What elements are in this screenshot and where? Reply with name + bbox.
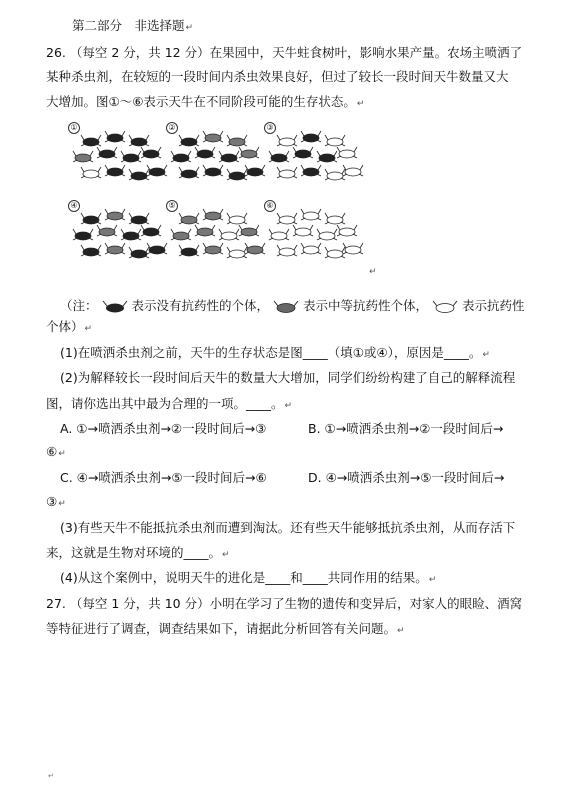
beetle-panel-5 bbox=[164, 202, 256, 268]
q26-line-1: 26. （每空 2 分，共 12 分）在果园中，天牛蛀食树叶，影响水果产量。农场主喷洒了 bbox=[46, 45, 523, 60]
option-b: B. ①→喷洒杀虫剂→②一段时间后→ bbox=[308, 421, 504, 436]
beetle-icon bbox=[202, 242, 224, 255]
footer-mark: ↵ bbox=[48, 772, 54, 780]
beetle-icon bbox=[316, 150, 338, 163]
beetle-icon bbox=[140, 146, 162, 159]
option-a: A. ①→喷洒杀虫剂→②一段时间后→③ bbox=[60, 421, 267, 436]
panel-label: ① bbox=[68, 122, 80, 134]
paragraph-mark: ↵ bbox=[284, 401, 293, 411]
beetle-icon bbox=[140, 224, 162, 237]
beetle-icon bbox=[300, 208, 322, 221]
beetle-panel-4 bbox=[66, 202, 158, 268]
beetle-icon bbox=[120, 228, 142, 241]
paragraph-mark: ↵ bbox=[58, 499, 66, 509]
q27-line-1: 27. （每空 1 分，共 10 分）小明在学习了生物的遗传和变异后，对家人的眼睑、酒窝 bbox=[46, 596, 523, 611]
beetle-panel-2 bbox=[164, 124, 256, 190]
q27-line-2: 等特征进行了调查，调查结果如下，请据此分析回答有关问题。↵ bbox=[46, 621, 405, 636]
q26-sub-2-line-2: 图，请你选出其中最为合理的一项。____。↵ bbox=[46, 396, 293, 411]
beetle-panels-figure bbox=[66, 124, 366, 274]
paragraph-mark: ↵ bbox=[482, 350, 490, 360]
beetle-icon bbox=[276, 166, 298, 179]
option-d-continued: ③↵ bbox=[46, 494, 66, 509]
panel-label: ② bbox=[166, 122, 178, 134]
beetle-no-resistance-icon bbox=[102, 300, 128, 314]
beetle-icon bbox=[170, 150, 192, 163]
paragraph-mark: ↵ bbox=[428, 575, 437, 585]
legend-high: 表示抗药性 bbox=[461, 298, 525, 313]
beetle-icon bbox=[96, 224, 118, 237]
beetle-panel-6 bbox=[262, 202, 354, 268]
panel-label: ⑤ bbox=[166, 200, 178, 212]
beetle-icon bbox=[268, 150, 290, 163]
legend-intro: （注： bbox=[60, 298, 98, 313]
beetle-icon bbox=[104, 242, 126, 255]
beetle-icon bbox=[178, 244, 200, 257]
section-title: 第二部分 非选择题↵ bbox=[72, 18, 194, 33]
q26-line-3: 大增加。图①～⑥表示天牛在不同阶段可能的生存状态。↵ bbox=[46, 94, 365, 109]
paragraph-mark: ↵ bbox=[84, 324, 93, 334]
beetle-mid-resistance-icon bbox=[273, 300, 299, 314]
beetle-icon bbox=[104, 130, 126, 143]
beetle-icon bbox=[104, 208, 126, 221]
q26-sub-2-line-1: (2)为解释较长一段时间后天牛的数量大大增加，同学们纷纷构建了自己的解释流程 bbox=[60, 370, 516, 385]
q26-sub-4: (4)从这个案例中，说明天牛的进化是____和____共同作用的结果。↵ bbox=[60, 570, 437, 585]
beetle-icon bbox=[170, 228, 192, 241]
beetle-panel-1 bbox=[66, 124, 158, 190]
paragraph-mark: ↵ bbox=[185, 23, 194, 33]
option-d: D. ④→喷洒杀虫剂→⑤一段时间后→ bbox=[308, 470, 505, 485]
beetle-icon bbox=[80, 244, 102, 257]
beetle-icon bbox=[178, 166, 200, 179]
legend-line bbox=[60, 298, 524, 314]
beetle-icon bbox=[292, 224, 314, 237]
q26-sub-1: (1)在喷洒杀虫剂之前，天牛的生存状态是图____（填①或④），原因是____。↵ bbox=[60, 345, 490, 360]
legend-none: 表示没有抗药性的个体， bbox=[131, 298, 269, 313]
beetle-icon bbox=[202, 130, 224, 143]
option-b-continued: ⑥↵ bbox=[46, 444, 66, 459]
beetle-high-resistance-icon bbox=[432, 300, 458, 314]
beetle-icon bbox=[80, 166, 102, 179]
beetle-icon bbox=[238, 224, 260, 237]
panel-label: ③ bbox=[264, 122, 276, 134]
beetle-icon bbox=[202, 164, 224, 177]
beetle-icon bbox=[238, 146, 260, 159]
beetle-icon bbox=[336, 146, 358, 159]
beetle-icon bbox=[194, 224, 216, 237]
beetle-icon bbox=[268, 228, 290, 241]
option-c: C. ④→喷洒杀虫剂→⑤一段时间后→⑥ bbox=[60, 470, 267, 485]
beetle-icon bbox=[336, 224, 358, 237]
beetle-icon bbox=[218, 228, 240, 241]
beetle-icon bbox=[202, 208, 224, 221]
legend-end-line: 个体）↵ bbox=[46, 319, 93, 334]
paragraph-mark: ↵ bbox=[397, 626, 405, 636]
beetle-icon bbox=[342, 242, 364, 255]
beetle-icon bbox=[300, 130, 322, 143]
legend-mid: 表示中等抗药性个体， bbox=[302, 298, 428, 313]
q26-sub-3-line-1: (3)有些天牛不能抵抗杀虫剂而遭到淘汰。还有些天牛能够抵抗杀虫剂，从而存活下 bbox=[60, 520, 516, 535]
beetle-icon bbox=[276, 244, 298, 257]
q26-sub-3-line-2: 来，这就是生物对环境的____。↵ bbox=[46, 545, 230, 560]
beetle-icon bbox=[104, 164, 126, 177]
beetle-panel-3 bbox=[262, 124, 354, 190]
beetle-icon bbox=[292, 146, 314, 159]
paragraph-mark: ↵ bbox=[58, 449, 66, 459]
q26-line-2: 某种杀虫剂，在较短的一段时间内杀虫效果良好，但过了较长一段时间天牛数量又大 bbox=[46, 69, 509, 84]
beetle-icon bbox=[300, 164, 322, 177]
beetle-icon bbox=[342, 164, 364, 177]
paragraph-mark: ↵ bbox=[222, 550, 230, 560]
beetle-icon bbox=[96, 146, 118, 159]
panel-label: ④ bbox=[68, 200, 80, 212]
figure-end-mark: ↵ bbox=[369, 267, 377, 277]
beetle-icon bbox=[316, 228, 338, 241]
beetle-icon bbox=[72, 228, 94, 241]
beetle-icon bbox=[300, 242, 322, 255]
panel-label: ⑥ bbox=[264, 200, 276, 212]
beetle-icon bbox=[120, 150, 142, 163]
beetle-icon bbox=[194, 146, 216, 159]
beetle-icon bbox=[72, 150, 94, 163]
beetle-icon bbox=[218, 150, 240, 163]
paragraph-mark: ↵ bbox=[356, 99, 365, 109]
